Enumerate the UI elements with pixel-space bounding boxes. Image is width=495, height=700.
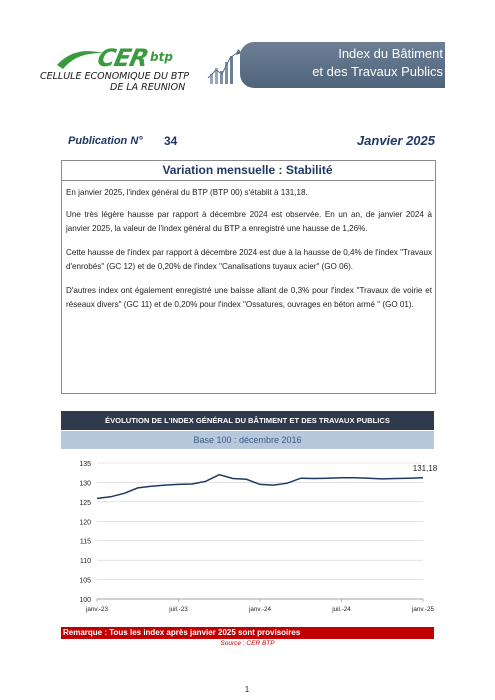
logo-subtitle-line1: CELLULE ECONOMIQUE DU BTP <box>40 71 189 82</box>
remark-banner: Remarque : Tous les index après janvier 2025 sont provisoires <box>61 627 434 639</box>
summary-paragraph-4: D'autres index ont également enregistré une baisse allant de 0,3% pour l'index "Travaux de voirie et réseaux divers" (GC 11) et de 0,20% pour l'index "Ossatures, ouvrages en béton armé " (GO 01). <box>66 286 432 309</box>
logo-brand-suffix: btp <box>150 50 173 64</box>
y-tick-label: 125 <box>79 499 91 507</box>
x-tick-label: juil.-23 <box>169 606 188 613</box>
summary-paragraph-2: Une très légère hausse par rapport à décembre 2024 est observée. En un an, de janvier 2024 à janvier 2025, la valeur de l'index général du BTP a enregistré une hausse de 1,26%. <box>66 210 432 233</box>
publication-date: Janvier 2025 <box>356 133 435 148</box>
page-number: 1 <box>244 685 250 694</box>
header-title-line2: et des Travaux Publics <box>312 64 443 79</box>
chart-title: ÉVOLUTION DE L'INDEX GÉNÉRAL DU BÂTIMENT ET DES TRAVAUX PUBLICS <box>61 411 434 430</box>
summary-paragraph-3: Cette hausse de l'index par rapport à décembre 2024 est due à la hausse de 0,4% de l'index "Travaux d'enrobés" (GC 12) et de 0,20% de l'index "Canalisations tuyaux acier" (GO 06). <box>66 248 432 271</box>
chart-subtitle: Base 100 : décembre 2016 <box>61 431 434 449</box>
series-line <box>97 475 423 499</box>
index-line-chart <box>61 449 438 621</box>
publication-number: 34 <box>164 134 178 148</box>
summary-title: Variation mensuelle : Stabilité <box>61 160 434 181</box>
y-tick-label: 115 <box>79 538 91 546</box>
y-tick-label: 110 <box>79 558 91 566</box>
y-tick-label: 135 <box>79 461 91 468</box>
logo-brand-main: CER <box>95 44 151 72</box>
x-tick-label: juil.-24 <box>332 606 351 613</box>
y-tick-label: 130 <box>79 480 91 488</box>
y-tick-label: 120 <box>79 519 91 527</box>
summary-paragraph-1: En janvier 2025, l'index général du BTP (BTP 00) s'établit à 131,18. <box>66 188 308 197</box>
x-tick-label: janv.-24 <box>249 606 271 613</box>
publication-label: Publication N° <box>68 135 143 147</box>
x-tick-label: janv.-23 <box>86 606 108 613</box>
y-tick-label: 100 <box>79 597 91 604</box>
y-tick-label: 105 <box>79 577 91 585</box>
source-note: Source : CER BTP <box>220 640 275 647</box>
header-title-line1: Index du Bâtiment <box>338 46 443 61</box>
x-tick-label: janv.-25 <box>412 606 434 613</box>
logo-subtitle-line2: DE LA REUNION <box>110 82 186 93</box>
last-value-label: 131,18 <box>412 463 438 473</box>
